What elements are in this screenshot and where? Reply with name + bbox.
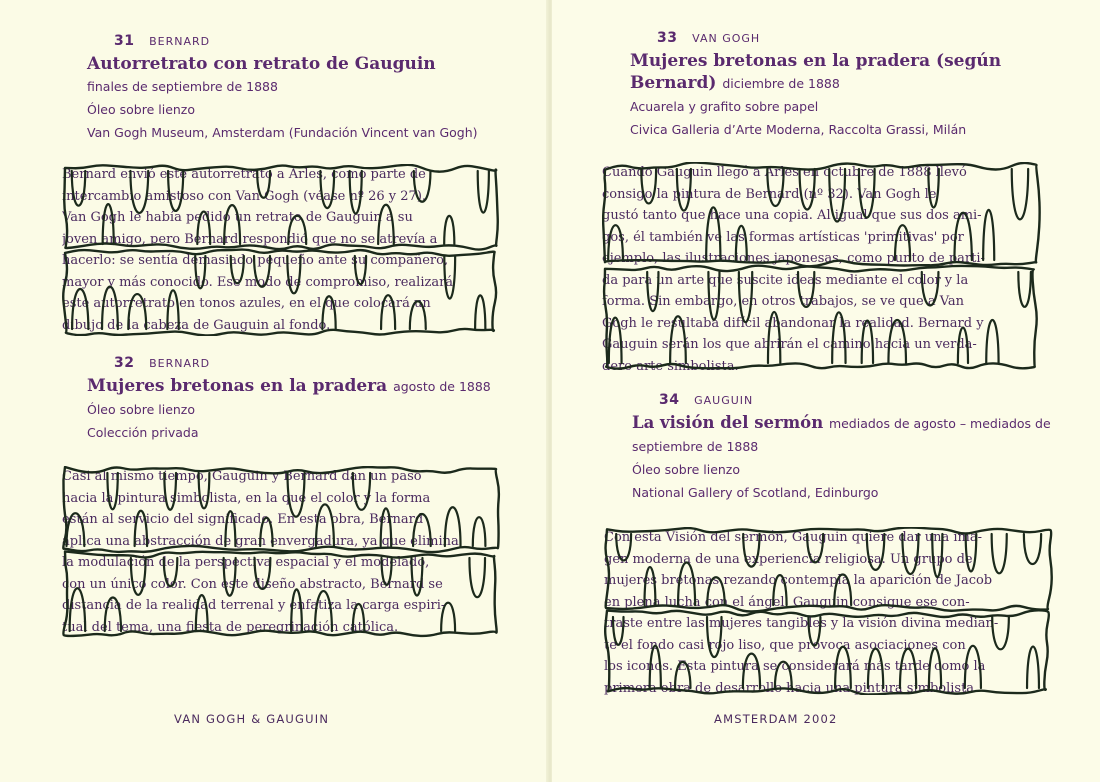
outline-loop [888,320,906,363]
outline-loop [224,205,240,244]
text-line: consigo la pintura de Bernard (nº 32). Van Gogh le [602,186,937,202]
page-footer: AMSTERDAM 2002 [714,712,838,726]
outline-band [63,467,499,552]
outline-loop [478,171,489,213]
outline-loop [932,534,942,577]
entry-title: Mujeres bretonas en la pradera (según Bernard) [630,51,1002,93]
outline-loop [381,295,395,329]
entry-title: Mujeres bretonas en la pradera [87,376,388,396]
outline-loop [867,534,884,570]
outline-band [604,266,1037,369]
entry-collection: Civica Galleria d’Arte Moderna, Raccolta Grassi, Milán [630,122,967,137]
text-line: Con esta Visión del sermón, Gauguin quiere dar una ima- [604,530,983,545]
text-line: primera obra de desarrollo hacia una pintura simbolista. [604,680,979,695]
outline-loop [773,575,786,605]
outline-loop [320,171,334,208]
outline-loop [992,617,1009,649]
entry-number: 34 [659,392,680,408]
entry-date: mediados de agosto – mediados de septiembre de 1888 [632,416,1051,454]
outline-loop [350,171,362,214]
text-line: gustó tanto que hace una copia. Al igual que sus dos ami- [602,208,982,223]
outline-loop [859,169,875,218]
text-line: hacerlo: se sentía demasiado pequeño ante su compañero, [62,253,449,268]
entry-medium: Acuarela y grafito sobre papel [630,99,819,114]
outline-loop [131,558,146,595]
outline-loop [469,558,485,597]
outline-loop [164,558,178,586]
outline-loop [66,513,84,546]
text-line: Gauguin serán los que abrirán el camino hacia un verda- [602,337,977,352]
outline-loop [736,226,747,260]
outline-loop [609,318,622,363]
outline-loop [444,216,454,244]
entry-title: Autorretrato con retrato de Gauguin [87,54,436,74]
text-line: Cuando Gauguin llegó a Arles en octubre de 1888 llevó [602,165,967,180]
entry-title: La visión del sermón [632,413,824,432]
text-line: la modulación de la perspectiva espacial y el modelado, [62,555,430,570]
outline-loop [128,294,146,329]
outline-loop [743,534,759,567]
outline-loop [72,171,86,206]
outline-loop [1024,534,1041,564]
text-line: traste entre las mujeres tangibles y la visión divina median- [604,616,999,631]
entry-31 [87,33,527,144]
outline-loop [895,225,910,260]
outline-loop [224,558,236,596]
entry-32 [87,355,527,444]
outline-loop [287,256,300,293]
text-line: dibujo de la cabeza de Gauguin al fondo. [62,317,331,333]
outline-loop [196,595,208,631]
entry-33-header [630,30,1040,46]
entry-artist: GAUGUIN [694,394,754,407]
outline-loop [353,604,364,631]
outline-loop [167,290,178,329]
outline-loop [255,558,271,589]
text-line: este autorretrato en tonos azules, en el que colocará un [62,296,431,311]
outline-loop [70,588,86,631]
outline-loop [288,473,305,517]
outline-loop [257,171,270,198]
outline-loop [670,316,686,363]
outline-loop [954,213,971,260]
outline-loop [616,534,631,560]
outline-loop [231,256,244,283]
outline-loop [929,648,941,688]
text-line: da para un arte que suscite ideas mediante el color y la [602,272,969,288]
entry-34-header [632,392,1052,408]
entry-34-redacted-text [604,527,1054,695]
outline-loop [808,617,820,645]
outline-loop [260,518,272,546]
entry-32-header [87,355,527,371]
outline-loop [743,654,760,688]
entry-medium: Óleo sobre lienzo [87,102,196,117]
outline-loop [288,216,306,244]
outline-loop [291,589,302,631]
outline-loop [130,171,148,213]
outline-loop [900,649,916,688]
outline-loop [708,272,719,320]
text-line: los iconos. Esta pintura se considerará más tarde como la [604,659,986,674]
outline-loop [675,662,690,688]
text-line: forma. Sin embargo, en otros trabajos, se ve que a Van [602,294,965,309]
text-line: distancia de la realidad terrenal y enfatiza la carga espiri- [62,598,446,613]
entry-date: diciembre de 1888 [722,76,840,91]
entry-collection: Colección privada [87,425,199,440]
entry-number: 33 [657,30,678,46]
text-line: aplica una abstracción de gran envergadura, ya que elimina [62,533,459,549]
outline-loop [650,646,661,688]
outline-loop [473,517,486,546]
outline-loop [1012,169,1028,219]
text-line: gen moderna de una experiencia religiosa. Un grupo de [604,551,973,567]
outline-loop [353,473,370,510]
outline-loop [102,287,118,329]
text-line: intercambio amistoso con Van Gogh (véase nº 26 y 27). [62,188,427,204]
outline-loop [355,256,366,284]
outline-loop [608,225,623,260]
outline-loop [678,562,695,605]
outline-band [64,165,498,250]
outline-loop [316,504,334,546]
outline-band [603,163,1039,267]
outline-loop [767,169,783,206]
outline-loop [315,591,332,631]
outline-loop [706,207,720,260]
hand-drawn-outline [62,466,502,638]
outline-loop [475,295,485,329]
outline-loop [965,646,981,688]
outline-loop [1018,272,1031,307]
outline-loop [641,169,656,203]
entry-title-row [630,50,1040,95]
outline-loop [445,507,461,546]
text-line: dero arte simbolista. [602,358,739,370]
entry-32-redacted-text [62,466,502,638]
outline-loop [322,296,335,329]
text-line: gos, él también ve las formas artísticas 'primitivas' por [602,229,964,245]
outline-loop [834,575,851,605]
entry-number: 31 [114,33,135,49]
outline-loop [986,320,998,363]
outline-loop [707,577,724,605]
outline-loop [72,289,88,329]
outline-loop [868,649,883,688]
outline-loop [168,171,183,211]
outline-loop [983,210,994,260]
entry-number: 32 [114,355,135,371]
entry-artist: BERNARD [149,35,211,48]
outline-loop [832,312,845,363]
entry-title-row [87,375,527,398]
outline-loop [992,534,1007,573]
hand-drawn-outline [604,527,1054,695]
outline-loop [775,662,792,688]
outline-loop [647,272,658,311]
right-page [552,0,1100,782]
entry-collection: National Gallery of Scotland, Edinburgo [632,485,879,500]
outline-loop [707,617,721,657]
outline-loop [800,169,815,209]
entry-date: finales de septiembre de 1888 [87,79,278,94]
outline-loop [195,256,205,288]
outline-band [63,551,496,635]
text-line: ejemplo, las ilustraciones japonesas, como punto de parti- [602,251,985,266]
hand-drawn-outline [602,162,1042,370]
entry-medium: Óleo sobre lienzo [632,462,741,477]
text-line: Casi al mismo tiempo, Gauguin y Bernard dan un paso [62,469,422,484]
outline-loop [381,558,391,585]
text-line: joven amigo, pero Bernard respondió que no se atrevía a [62,231,438,247]
outline-loop [1027,647,1039,688]
text-line: mayor y más conocido. Ese modo de compromiso, realizará [62,274,454,290]
outline-loop [199,473,210,508]
text-line: hacia la pintura simbolista, en la que el color y la forma [62,490,431,506]
text-line: te el fondo casi rojo liso, que provoca asociaciones con [604,637,966,653]
outline-loop [966,534,977,571]
entry-artist: BERNARD [149,357,211,370]
entry-33 [630,30,1040,141]
outline-loop [444,256,455,299]
outline-loop [135,511,147,546]
hand-drawn-outline [62,164,502,336]
outline-loop [835,647,851,688]
entry-collection: Van Gogh Museum, Amsterdam (Fundación Vincent van Gogh) [87,125,478,140]
outline-loop [829,169,845,222]
outline-loop [958,328,968,363]
outline-loop [107,473,117,509]
text-line: Gogh le resultaba difícil abandonar la realidad. Bernard y [602,315,984,331]
entry-33-redacted-text [602,162,1042,370]
outline-loop [164,473,176,510]
outline-loop [644,567,655,605]
text-line: en plena lucha con el ángel. Gauguin consigue ese con- [604,594,970,610]
text-line: tual del tema, una fiesta de peregrinación católica. [62,619,399,635]
text-line: Van Gogh le había pedido un retrato de Gauguin a su [62,210,413,225]
outline-loop [677,169,691,211]
entry-31-redacted-text [62,164,502,336]
outline-loop [105,598,121,631]
outline-loop [613,617,624,645]
outline-loop [254,256,270,287]
text-line: mujeres bretonas rezando contempla la aparición de Jacob [604,573,993,588]
entry-31-header [87,33,527,49]
outline-loop [862,321,873,363]
outline-loop [197,212,210,244]
outline-loop [807,534,823,562]
outline-loop [739,272,752,322]
outline-loop [381,508,392,546]
entry-artist: VAN GOGH [692,32,761,45]
left-page [0,0,548,782]
text-line: Bernard envió este autorretrato a Arles, como parte de [62,167,426,182]
outline-loop [410,301,426,329]
entry-title-row [632,412,1052,458]
outline-loop [414,171,431,202]
text-line: con un único color. Con este diseño abstracto, Bernard se [62,576,443,592]
outline-loop [798,272,814,307]
outline-loop [378,205,394,244]
outline-loop [441,603,455,631]
outline-loop [103,204,114,244]
page-footer: VAN GOGH & GAUGUIN [174,712,330,726]
outline-loop [902,534,918,574]
outline-loop [413,514,431,546]
outline-loop [922,272,939,305]
entry-date: agosto de 1888 [393,379,491,394]
outline-band [606,527,1052,611]
outline-loop [411,558,422,596]
entry-medium: Óleo sobre lienzo [87,402,196,417]
outline-loop [225,511,235,546]
text-line: están al servicio del significado. En esta obra, Bernard [62,512,424,527]
outline-band [605,610,1049,694]
outline-loop [928,169,938,208]
outline-loop [768,312,780,363]
entry-34 [632,392,1052,504]
